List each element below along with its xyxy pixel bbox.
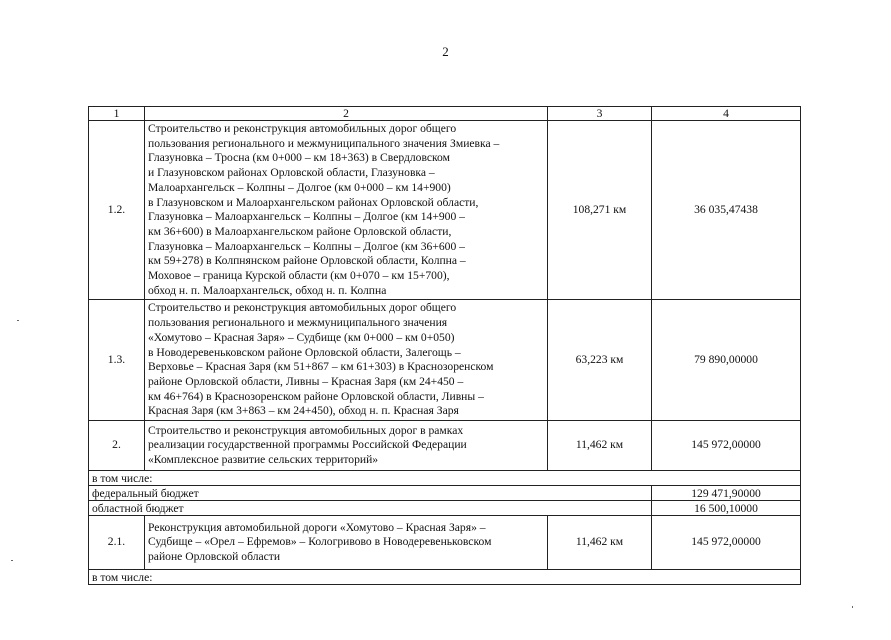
regional-budget-value: 16 500,10000: [652, 501, 801, 516]
row-cost: 145 972,00000: [652, 516, 801, 570]
description-line: пользования регионального и межмуниципального значения Змиевка –: [148, 136, 500, 150]
header-cell-2: 2: [145, 107, 548, 121]
description-line: районе Орловской области: [148, 549, 281, 563]
federal-budget-row: [89, 486, 801, 501]
description-line: Строительство и реконструкция автомобильных дорог общего: [148, 122, 457, 135]
row-number: 2.1.: [89, 516, 145, 570]
description-line: «Хомутово – Красная Заря» – Судбище (км 0+000 – км 0+050): [148, 330, 455, 344]
row-number: 1.2.: [89, 121, 145, 300]
row-length: 108,271 км: [548, 121, 652, 300]
header-cell-3: 3: [548, 107, 652, 121]
row-cost: 145 972,00000: [652, 421, 801, 471]
row-description: [145, 300, 548, 421]
description-line: Красная Заря (км 3+863 – км 24+450), обход н. п. Красная Заря: [148, 404, 459, 418]
description-line: пользования регионального и межмуниципального значения: [148, 316, 448, 330]
scan-speck: [852, 606, 853, 608]
table-header-row: [89, 107, 801, 121]
row-cost: 36 035,47438: [652, 121, 801, 300]
row-length: 11,462 км: [548, 421, 652, 471]
including-row: [89, 471, 801, 486]
description-line: Моховое – граница Курской области (км 0+070 – км 15+700),: [148, 269, 450, 283]
federal-budget-label: федеральный бюджет: [89, 486, 652, 501]
description-line: км 46+764) в Краснозоренском районе Орловской области, Ливны –: [148, 389, 484, 403]
table-row: [89, 516, 801, 570]
row-cost: 79 890,00000: [652, 300, 801, 421]
description-line: Судбище – «Орел – Ефремов» – Кологривово в Новодеревеньковском: [148, 535, 492, 549]
description-line: и Глазуновском районах Орловской области, Глазуновка –: [148, 166, 435, 180]
description-line: Глазуновка – Тросна (км 0+000 – км 18+363) в Свердловском: [148, 151, 450, 165]
table-row: [89, 421, 801, 471]
header-cell-4: 4: [652, 107, 801, 121]
description-line: районе Орловской области, Ливны – Красная Заря (км 24+450 –: [148, 374, 464, 388]
including-label: в том числе:: [89, 471, 801, 486]
including-row-footer: [89, 570, 801, 585]
scan-speck: [11, 560, 13, 561]
row-length: 11,462 км: [548, 516, 652, 570]
header-cell-1: 1: [89, 107, 145, 121]
row-description: [145, 516, 548, 570]
roads-table: [88, 106, 801, 585]
row-description: [145, 121, 548, 300]
page-number: 2: [442, 44, 449, 59]
description-line: Верховье – Красная Заря (км 51+867 – км 61+303) в Краснозоренском: [148, 360, 494, 374]
description-line: Строительство и реконструкция автомобильных дорог общего: [148, 301, 457, 315]
row-number: 2.: [89, 421, 145, 471]
description-line: км 59+278) в Колпнянском районе Орловской области, Колпна –: [148, 254, 466, 268]
federal-budget-value: 129 471,90000: [652, 486, 801, 501]
description-line: в Глазуновском и Малоархангельском районах Орловской области,: [148, 195, 479, 209]
description-line: Малоархангельск – Колпны – Долгое (км 0+000 – км 14+900): [148, 180, 451, 194]
regional-budget-label: областной бюджет: [89, 501, 652, 516]
description-line: Строительство и реконструкция автомобильных дорог в рамках: [148, 423, 464, 437]
description-line: Глазуновка – Малоархангельск – Колпны – Долгое (км 14+900 –: [148, 210, 465, 224]
row-number: 1.3.: [89, 300, 145, 421]
table-row: [89, 300, 801, 421]
description-line: «Комплексное развитие сельских территорий»: [148, 452, 379, 466]
regional-budget-row: [89, 501, 801, 516]
table-row: [89, 121, 801, 300]
description-line: Реконструкция автомобильной дороги «Хомутово – Красная Заря» –: [148, 520, 486, 534]
row-description: [145, 421, 548, 471]
description-line: реализации государственной программы Российской Федерации: [148, 438, 467, 452]
footer-including-label: в том числе:: [89, 570, 801, 585]
description-line: км 36+600) в Малоархангельском районе Орловской области,: [148, 224, 452, 238]
description-line: обход н. п. Малоархангельск, обход н. п. Колпна: [148, 283, 387, 297]
description-line: в Новодеревеньковском районе Орловской области, Залегощь –: [148, 345, 461, 359]
scan-speck: [17, 320, 19, 321]
row-length: 63,223 км: [548, 300, 652, 421]
description-line: Глазуновка – Малоархангельск – Колпны – Долгое (км 36+600 –: [148, 239, 465, 253]
